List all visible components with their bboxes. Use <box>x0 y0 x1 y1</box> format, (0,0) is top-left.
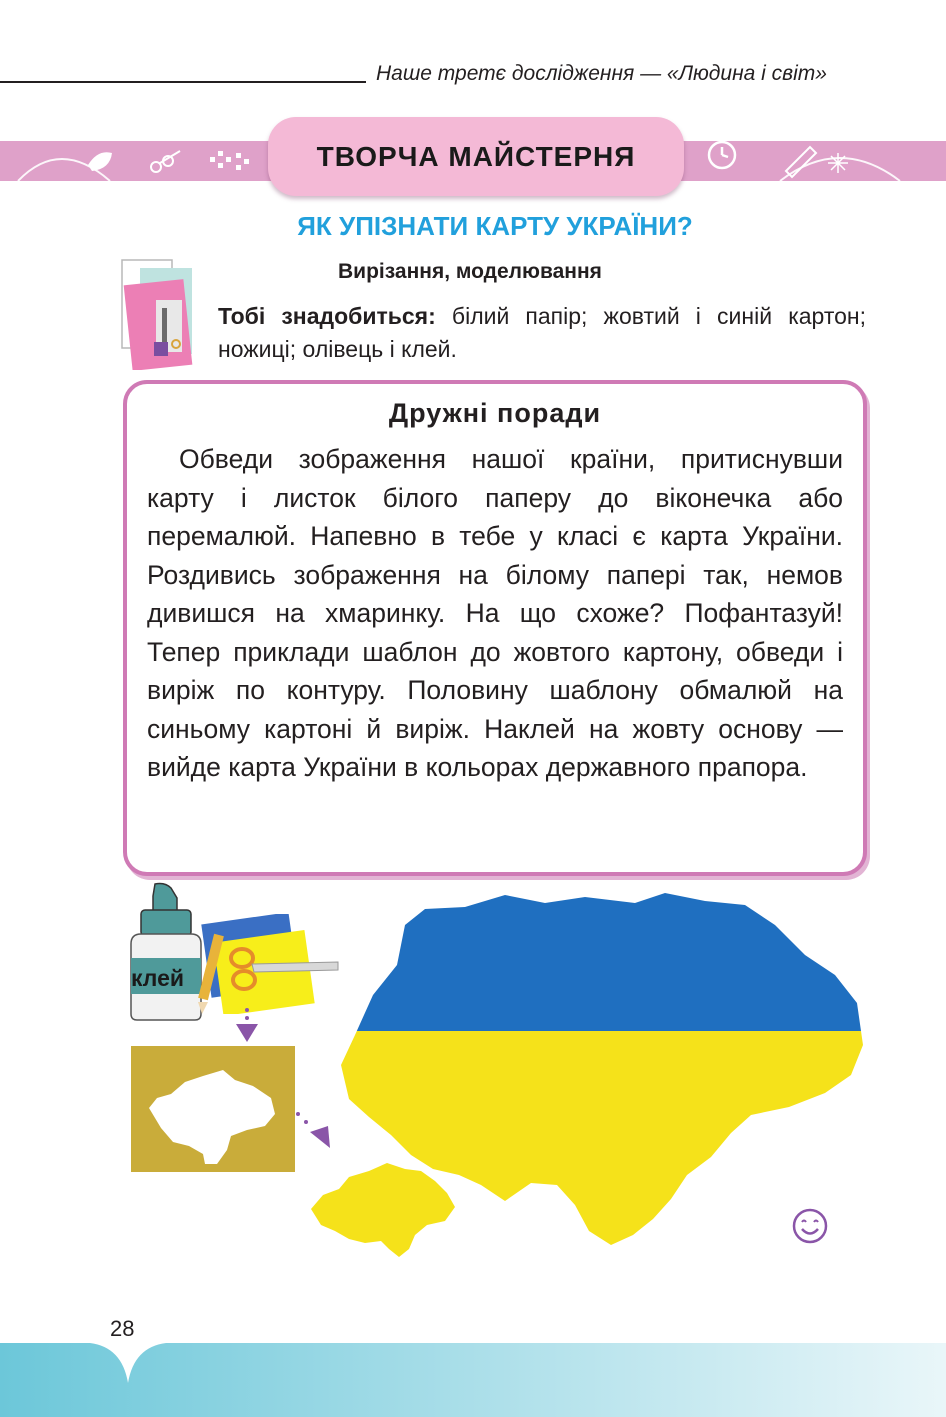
page-number: 28 <box>110 1316 135 1341</box>
flag-colored-map <box>335 885 865 1257</box>
alarm-clock-icon <box>709 142 735 168</box>
materials-icon <box>118 256 198 370</box>
cross-stitch-icon <box>210 151 249 170</box>
tips-title: Дружні поради <box>388 398 602 428</box>
down-arrow-icon <box>232 1006 262 1044</box>
glue-bottle-icon <box>125 882 205 1024</box>
scissors-icon <box>151 151 180 172</box>
materials-list: білий папір; жовтий і синій картон; ножиці; олівець і клей. <box>218 303 866 362</box>
snowflake-icon <box>828 153 848 173</box>
section-title: ЯК УПІЗНАТИ КАРТУ УКРАЇНИ? <box>297 211 693 241</box>
materials-text <box>218 300 866 366</box>
footer-band <box>0 1343 946 1417</box>
banner-tab <box>268 117 684 196</box>
banner-title: ТВОРЧА МАЙСТЕРНЯ <box>316 140 636 172</box>
craft-supplies-icon <box>194 914 342 1014</box>
activity-type: Вирізання, моделювання <box>338 260 602 283</box>
tips-body: Обведи зображення нашої країни, притиснувши карту і листок білого паперу до віконечка або перемалюй. Напевно в тебе у класі є карта України. Роздивись зображення на білому папері так, немов дивишся на хмаринку. На що схоже? Пофантазуй! Тепер приклади шаблон до жовтого картону, обведи і виріж по контуру. Половину шаблону обмалюй на синьому картоні й виріж. Наклей на жовту основу — вийде карта України в кольорах державного прапора. <box>147 444 843 782</box>
white-template-card <box>131 1046 295 1172</box>
leaf-icon <box>88 152 112 171</box>
header-rule <box>0 81 366 83</box>
header-title: Наше третє дослідження — «Людина і світ» <box>376 62 827 85</box>
materials-label: Тобі знадобиться: <box>218 303 436 329</box>
tips-box <box>123 380 867 876</box>
glue-label: клей <box>131 965 185 991</box>
smiley-icon <box>791 1207 829 1245</box>
